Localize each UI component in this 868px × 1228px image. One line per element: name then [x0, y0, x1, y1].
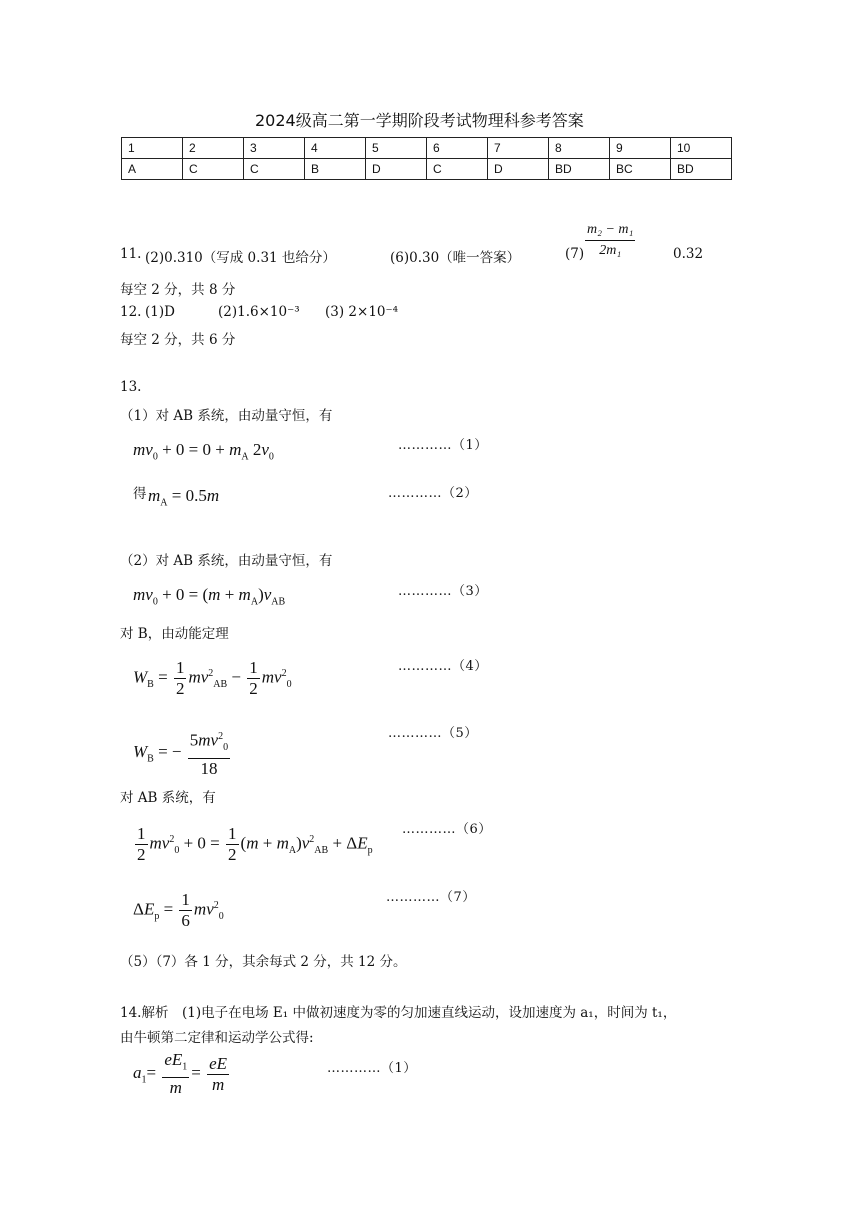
q11-label: 11. [120, 246, 142, 262]
q11-extra: 0.32 [673, 246, 704, 262]
q13-score: （5）（7）各 1 分，其余每式 2 分，共 12 分。 [120, 954, 407, 970]
table-cell: 6 [427, 138, 488, 159]
q12-part3: (3) 2×10⁻⁴ [325, 304, 399, 320]
fraction [585, 220, 635, 261]
table-cell: C [244, 159, 305, 180]
q13-for-ab: 对 AB 系统，有 [120, 790, 216, 806]
equation-mark-1: …………（1） [398, 438, 488, 453]
equation-1: $mv_0 + 0 = 0 + m_A$ $2v_0$ [133, 440, 274, 463]
fraction-denominator: 2m₁ [599, 243, 622, 258]
table-row-numbers [122, 138, 732, 159]
q11-part2: (2)0.310（写成 0.31 也给分） [145, 250, 336, 266]
table-cell: C [183, 159, 244, 180]
table-cell: 8 [549, 138, 610, 159]
table-cell: 9 [610, 138, 671, 159]
equation-4: $W_B$ = $\frac{1}{2}$ $mv^2_{AB}$ − $\frac{1}{2}$ $mv^2_0$ [133, 658, 292, 698]
q12-label: 12. [120, 304, 142, 320]
q13-part2-text: （2）对 AB 系统，由动量守恒，有 [120, 553, 333, 569]
equation-mark-4: …………（4） [398, 659, 488, 674]
q13-label: 13. [120, 379, 142, 395]
q14-equation-1: $a_1=$ $\frac{eE_1}{m}$ = $\frac{eE}{m}$ [133, 1050, 228, 1098]
table-cell: 7 [488, 138, 549, 159]
equation-mark-6: …………（6） [402, 822, 492, 837]
table-cell: B [305, 159, 366, 180]
equation-mark-7: …………（7） [386, 890, 476, 905]
table-cell: D [488, 159, 549, 180]
table-cell: BD [549, 159, 610, 180]
q12-score: 每空 2 分，共 6 分 [120, 332, 236, 348]
table-cell: 1 [122, 138, 183, 159]
table-cell: 4 [305, 138, 366, 159]
table-row-answers [122, 159, 732, 180]
table-cell: 10 [671, 138, 732, 159]
q11-part6: (6)0.30（唯一答案） [390, 250, 521, 266]
q13-for-b: 对 B，由动能定理 [120, 626, 229, 642]
equation-7: $\Delta E_p$ = $\frac{1}{6}$ $mv^2_0$ [133, 890, 224, 930]
page-title: 2024级高二第一学期阶段考试物理科参考答案 [255, 111, 584, 130]
table-cell: 2 [183, 138, 244, 159]
fraction: $\frac{eE_1}{m}$ [164, 1050, 188, 1098]
equation-5: $W_B$ = − $\frac{5mv^2_0}{18}$ [133, 727, 232, 779]
answer-table [121, 137, 732, 180]
fraction: $\frac{1}{2}$ [137, 824, 146, 864]
table-cell: BC [610, 159, 671, 180]
q14-equation-mark-1: …………（1） [327, 1061, 417, 1076]
equation-mark-5: …………（5） [388, 726, 478, 741]
table-cell: 5 [366, 138, 427, 159]
fraction-numerator: m₂ − m₁ [585, 220, 635, 241]
q12-part2: (2)1.6×10⁻³ [218, 304, 300, 320]
equation-2: $m_A = 0.5m$ [148, 486, 220, 509]
q11-part7: (7) [565, 246, 585, 262]
fraction: $\frac{1}{2}$ [228, 824, 237, 864]
q13-de: 得 [133, 486, 147, 502]
q12-part1: (1)D [145, 304, 175, 320]
q14-line-2: 由牛顿第二定律和运动学公式得: [120, 1030, 314, 1046]
equation-6: $\frac{1}{2}$ $mv^2_0 + 0$ = $\frac{1}{2}$ $(m + m_A)v^2_{AB} + \Delta E_p$ [137, 824, 373, 864]
table-cell: BD [671, 159, 732, 180]
fraction: $\frac{5mv^2_0}{18}$ [188, 727, 230, 779]
fraction: $\frac{1}{6}$ [181, 890, 190, 930]
table-cell: 3 [244, 138, 305, 159]
q13-part1-text: （1）对 AB 系统，由动量守恒，有 [120, 408, 333, 424]
fraction: $\frac{1}{2}$ [175, 658, 185, 698]
q11-score: 每空 2 分，共 8 分 [120, 282, 236, 298]
fraction: $\frac{1}{2}$ [249, 658, 258, 698]
q14-line-1: 14.解析 (1)电子在电场 E₁ 中做初速度为零的匀加速直线运动，设加速度为 a₁，时间为 t₁， [120, 1005, 677, 1021]
symbol: v [145, 440, 153, 459]
q11-fraction [583, 220, 637, 261]
table-cell: D [366, 159, 427, 180]
equation-3: $mv_0 + 0 = (m + m_A)v_{AB}$ [133, 585, 286, 608]
table-cell: C [427, 159, 488, 180]
equation-mark-3: …………（3） [398, 584, 488, 599]
fraction: $\frac{eE}{m}$ [209, 1053, 228, 1094]
table-cell: A [122, 159, 183, 180]
equation-mark-2: …………（2） [388, 486, 478, 501]
